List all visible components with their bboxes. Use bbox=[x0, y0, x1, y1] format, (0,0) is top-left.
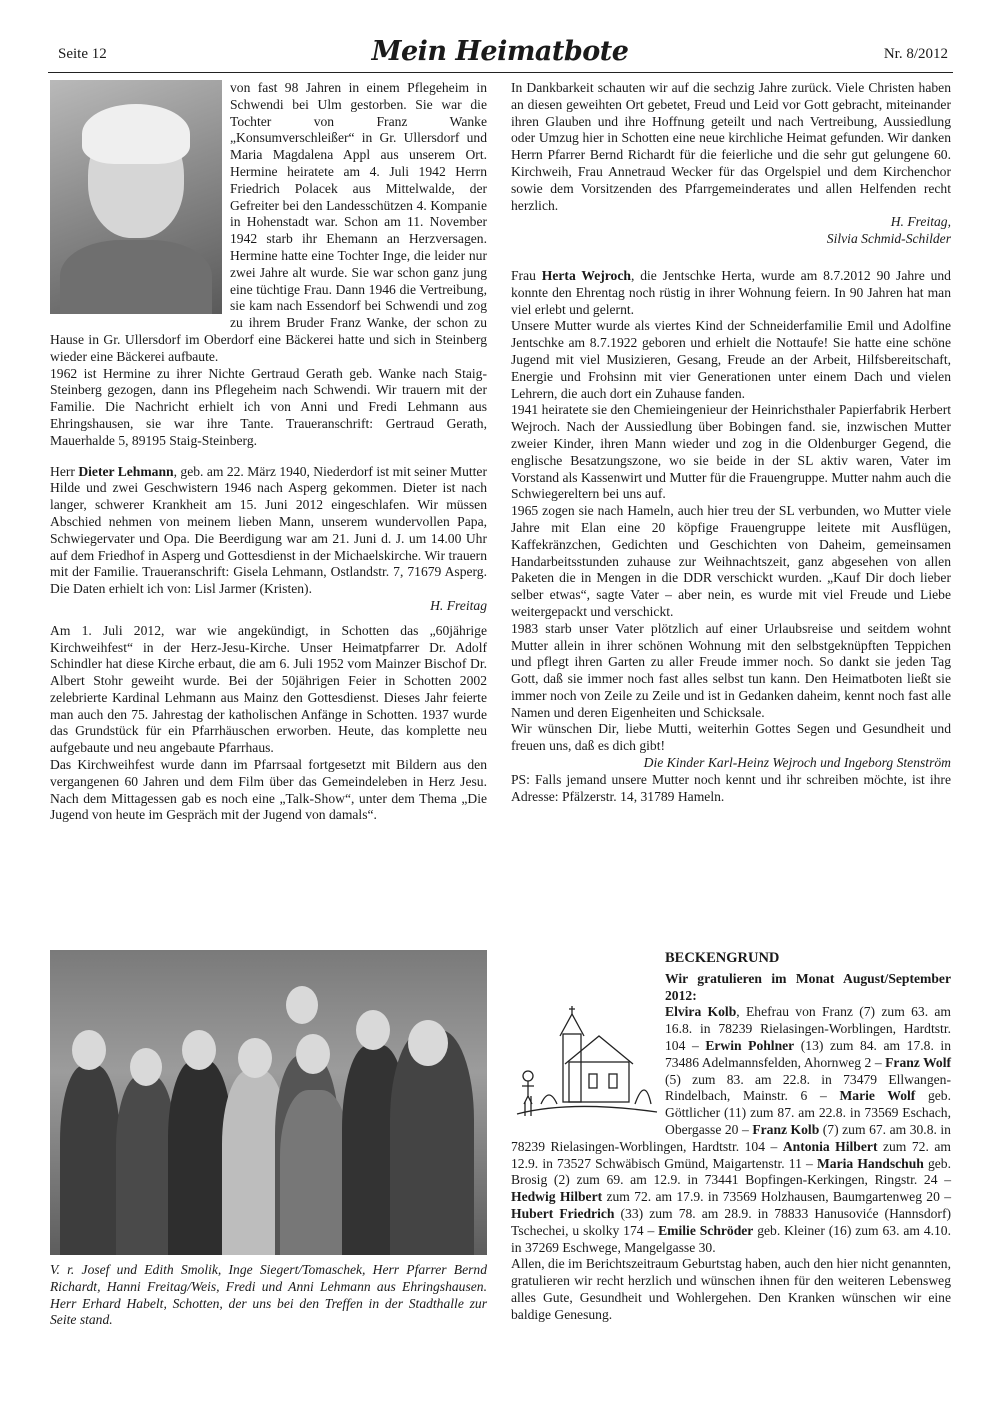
herta-postscript: PS: Falls jemand unsere Mutter noch kennt und ihr schreiben möchte, ist ihre Adresse: Pfälzerstr. 14, 31789 Hameln. bbox=[511, 771, 951, 804]
left-column bbox=[50, 80, 487, 824]
church-illustration bbox=[511, 1004, 659, 1122]
signature-schmid-schilder: Silvia Schmid-Schilder bbox=[826, 231, 951, 247]
birthday-herta: Frau Herta Wejroch, die Jentschke Herta, wurde am 8.7.2012 90 Jahre und konnte den Ehrentag noch rüstig in ihrer Wohnung feiern. In 90 Jahren hat man viel erlebt und gelernt. bbox=[511, 267, 951, 317]
masthead-title: Mein Heimatbote bbox=[371, 36, 629, 67]
portrait-hair-shape bbox=[82, 104, 190, 164]
kirchweih-article-2: Das Kirchweihfest wurde dann im Pfarrsaal fortgesetzt mit Bildern aus den vergangenen 60 Jahren und dem Film über das Gemeindeleben in Herz Jesu. Nach dem Mittagessen gab es noch eine „Talk-Show“, unter dem Thema „Die Jugend von heute im Gespräch mit der Jugend von damals“. bbox=[50, 757, 487, 823]
right-column bbox=[511, 80, 951, 805]
beckengrund-heading: BECKENGRUND bbox=[665, 950, 780, 966]
beckengrund-section bbox=[511, 950, 951, 1324]
page-header bbox=[0, 36, 1000, 70]
herta-paragraph-3: 1941 heiratete sie den Chemieingenieur der Heinrichsthaler Papierfabrik Herbert Wejroch. Nach der Aussiedlung über Bobingen fand. sie, inzwischen Mutter zweier Kinder, ihren Mann wieder und zog in die Oldenburger Gegend, die englische Besatzungszone, wo sie beide in der SL aktiv waren, Vater im Vorstand als Kassenwirt und Mutter für die Frauengruppe. Mutter nahm auch die Schwiegereltern bei uns auf. bbox=[511, 402, 951, 502]
group-photo-caption: V. r. Josef und Edith Smolik, Inge Siegert/Tomaschek, Herr Pfarrer Bernd Richardt, Hanni Freitag/Weis, Fredi und Anni Lehmann aus Ehringshausen. Herr Erhard Habelt, Schotten, der uns bei den Treffen in der Stadthalle zur Seite stand. bbox=[50, 1262, 487, 1328]
name-dieter-lehmann: Dieter Lehmann bbox=[78, 463, 174, 479]
portrait-photo bbox=[50, 80, 222, 314]
obituary-dieter: Herr Dieter Lehmann, geb. am 22. März 1940, Niederdorf ist mit seiner Mutter Hilde und zwei Geschwistern 1946 nach Asperg gekommen. Dieter ist nach langer, schwerer Krankheit am 15. Juni 2012 eingeschlafen. Wir müssen Abschied nehmen von meinem lieben Mann, unserem wundervollen Papa, Schwiegervater und Opa. Die Beerdigung war am 21. Juni d. J. um 14.00 Uhr auf dem Friedhof in Asperg und Gottesdienst in der Michaelskirche. Wir trauern mit der Familie. Traueranschrift: Gisela Lehmann, Ostlandstr. 7, 71679 Asperg. Die Daten erhielt ich von: Lisl Jarmer (Kristen). bbox=[50, 463, 487, 597]
herta-paragraph-6: Wir wünschen Dir, liebe Mutti, weiterhin Gottes Segen und Gesundheit und freuen uns, daß es dich gibt! bbox=[511, 721, 951, 754]
group-photo bbox=[50, 950, 487, 1255]
beckengrund-closing: Allen, die im Berichtszeitraum Geburtstag haben, auch den hier nicht genannten, gratulieren wir recht herzlich und wünschen ihnen für den weiteren Lebensweg alles Gute, Gesundheit und Wohlergehen. Den Kranken wünschen wir eine baldige Genesung. bbox=[511, 1256, 951, 1322]
kirchweih-article: Am 1. Juli 2012, war wie angekündigt, in Schotten das „60jährige Kirchweihfest“ in der Herz-Jesu-Kirche. Unser Heimatpfarrer Dr. Adolf Schindler hat diese Kirche erbaut, die am 6. Juli 1952 vom Mainzer Bischof Dr. Albert Stohr geweiht wurde. Bei der 50jährigen Feier in Schotten 2002 zelebrierte Kardinal Lehmann aus Mainz den Gottesdienst. Dieses Jahr feierte man auch den 75. Jahrestag der katholischen Anfänge in Schotten. 1937 wurde das Grundstück für ein Pfarrhäuschen erworben. Heute, das komplette neu aufgebaute und neu angebaute Pfarrhaus. bbox=[50, 622, 487, 756]
thanks-paragraph: In Dankbarkeit schauten wir auf die sechzig Jahre zurück. Viele Christen haben an diesen geweihten Ort gebetet, Freud und Leid vor Gott gebracht, miteinander ihren Glauben und ihre Hoffnung geteilt und nach Vertreibung, Aussiedlung oder Umzug hier in Schotten eine neue kirchliche Heimat gefunden. Wir danken Herrn Pfarrer Bernd Richardt für die feierliche und die sehr gut gelungene 60. Kirchweih, Frau Annetraud Wecker für das Orgelspiel und dem Kirchenchor sowie dem Vorsitzenden des Pfarrgemeinderates und allen Helfenden recht herzlich. bbox=[511, 80, 951, 213]
herta-paragraph-4: 1965 zogen sie nach Hameln, auch hier treu der SL verbunden, wo Mutter viele Jahre mit Elan eine 20 köpfige Frauengruppe leitete mit Ausflügen, Kaffekränzchen, Gedichten und Geschichten von Daheim, gemeinsamen Handarbeitsstunden zuhause zur Weihnachtszeit, ganz abgesehen von allen Paketen die in Mengen in die DDR verschickt wurden. „Kauf Dir doch lieber selber etwas“, sagte Vater – aber nein, es wurde mit viel Freude und Liebe weitergepackt und verschickt. bbox=[511, 503, 951, 619]
header-rule bbox=[48, 72, 953, 73]
page-number: Seite 12 bbox=[58, 46, 107, 62]
herta-paragraph-2: Unsere Mutter wurde als viertes Kind der Schneiderfamilie Emil und Adolfine Jentschke am 8.7.1922 geboren und erhielt die Nottaufe! Sie hatte eine schöne Jugend mit viel Musizieren, Gesang, Freude an der Arbeit, Hilfsbereitschaft, Energie und Frohsinn mit vier Generationen unter einem Dach und vielen Lehrern, die auch dort ein Zuhause fanden. bbox=[511, 318, 951, 401]
signature-wejroch-children: Die Kinder Karl-Heinz Wejroch und Ingeborg Stenström bbox=[643, 755, 951, 771]
obituary-hermine-2: 1962 ist Hermine zu ihrer Nichte Gertraud Gerath geb. Wanke nach Staig-Steinberg gezogen, dann ins Pflegeheim nach Schwendi. Wir trauern mit der Familie. Die Nachricht erhielt ich von Anni und Fredi Lehmann aus Ehringshausen, sie war ihre Tante. Traueranschrift: Gertraud Gerath, Mauerhalde 5, 89195 Staig-Steinberg. bbox=[50, 365, 487, 448]
birthday-list: Elvira Kolb, Ehefrau von Franz (7) zum 63. am 16.8. in 78239 Rielasingen-Worblingen, Hardtstr. 104 – Erwin Pohlner (13) zum 84. am 17.8. in 73486 Adelmannsfelden, Ahornweg 2 – Franz Wolf (5) zum 83. am 22.8. in 73479 Ellwangen-Rindelbach, Mainstr. 6 – Marie Wolf geb. Göttlicher (11) zum 87. am 22.8. in 73569 Eschach, Obergasse 20 – Franz Kolb (7) zum 67. am 30.8. in 78239 Rielasingen-Worblingen, Hardtstr. 104 – Antonia Hilbert zum 72. am 12.9. in 73527 Schwäbisch Gmünd, Maigartenstr. 11 – Maria Handschuh geb. Brosig (2) zum 69. am 12.9. in 73441 Bopfingen-Kerkingen, Ringstr. 24 – Hedwig Hilbert zum 72. am 17.9. in 73569 Holzhausen, Baumgartenweg 20 – Hubert Friedrich (33) zum 78. am 28.9. in 78833 Hanusoviće (Hannsdorf) Tschechei, u skolky 174 – Emilie Schröder geb. Kleiner (16) zum 63. am 4.10. in 37269 Eschwege, Mangelgasse 30. bbox=[511, 1004, 952, 1255]
signature-freitag-2: H. Freitag, bbox=[890, 214, 951, 230]
name-herta-wejroch: Herta Wejroch bbox=[541, 267, 631, 283]
issue-number: Nr. 8/2012 bbox=[883, 46, 948, 62]
obituary-hermine: von fast 98 Jahren in einem Pflegeheim in Schwendi bei Ulm gestorben. Sie war die Tochter von Franz Wanke „Konsumverschleißer“ in Gr. Ullersdorf und Maria Magdalena Appl aus unserem Ort. Hermine heiratete am 4. Juli 1942 Herrn Friedrich Polacek aus Mittelwalde, der Gefreiter bei den Landesschützen 4. Kompanie in Hohenstadt war. Schon am 11. November 1942 starb ihr Ehemann an Herzversagen. Hermine hatte eine Tochter Inge, die leider nur zwei Jahre alt wurde. Sie war schon ganz jung eine tüchtige Frau. Dann 1946 die Vertreibung, sie kam nach Essendorf bei Schwendi und zog zu ihrem Bruder Franz Wanke, der schon zu Hause in Gr. Ullersdorf im Oberdorf eine Bäckerei hatte und sich in Steinberg wieder eine Bäckerei aufbaute. bbox=[50, 80, 487, 364]
herta-paragraph-5: 1983 starb unser Vater plötzlich auf einer Urlaubsreise und seitdem wohnt Mutter allein in ihrer schönen Wohnung mit den selbstgeknüpften Teppichen und pflegt ihren Garten zu aller Freude immer noch. So dankt sie jeden Tag Gott, daß sie immer noch fast alles selbst tun kann. Den Heimatboten ließt sie immer noch von Zeile zu Zeile und ist in Gedanken daheim, kennt noch fast alle Namen und deren Eigenheiten und Schicksale. bbox=[511, 620, 951, 720]
portrait-body-shape bbox=[60, 240, 212, 314]
signature-freitag: H. Freitag bbox=[430, 597, 487, 613]
beckengrund-subheading: Wir gratulieren im Monat August/September 2012: bbox=[665, 970, 951, 1003]
church-drawing-icon bbox=[511, 1004, 659, 1122]
